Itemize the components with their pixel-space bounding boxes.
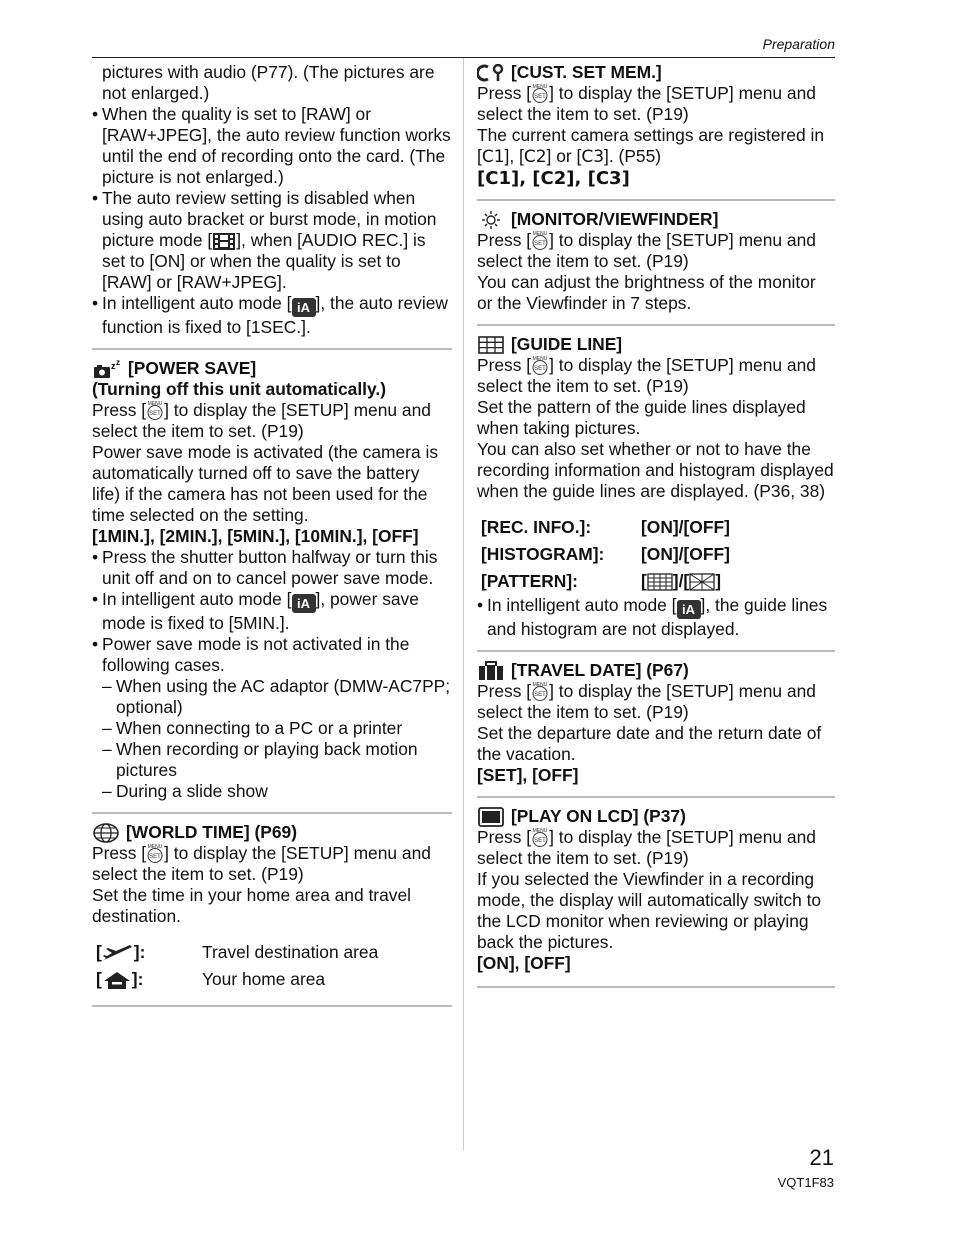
text: ] to display the [SETUP] menu and select the item to set. (P19)	[477, 83, 816, 124]
home-label: Your home area	[202, 969, 326, 990]
power-case-motion: – When recording or playing back motion pictures	[92, 739, 452, 781]
lcd-press	[477, 827, 835, 869]
bullet-raw-review: • When the quality is set to [RAW] or [RAW+JPEG], the auto review function works until the end of recording onto the card. (The picture is not enlarged.)	[92, 104, 452, 188]
text: Press [	[92, 843, 147, 863]
text: ] to display the [SETUP] menu and select the item to set. (P19)	[92, 400, 431, 441]
continued-text: pictures with audio (P77). (The pictures are not enlarged.)	[102, 62, 435, 103]
motion-picture-icon	[212, 232, 236, 251]
guide-press	[477, 355, 835, 397]
power-save-title	[92, 358, 452, 379]
title-text: [PLAY ON LCD] (P37)	[511, 806, 686, 826]
text: In intelligent auto mode [	[102, 293, 292, 313]
menu-set-button-icon	[531, 83, 549, 103]
section-divider	[92, 1005, 452, 1007]
c2-label: C2	[523, 147, 547, 167]
left-column	[92, 62, 452, 1015]
text: ] to display the [SETUP] menu and select the item to set. (P19)	[477, 827, 816, 868]
bullet-intelligent-review	[92, 293, 452, 338]
grid-pattern-icon	[647, 573, 673, 591]
table-row	[477, 568, 835, 595]
table-row	[92, 966, 452, 993]
brightness-icon	[477, 210, 505, 230]
monitor-title	[477, 209, 835, 230]
text: ], when [AUDIO REC.] is set to [ON] or when the quality is set to [RAW] or [RAW+JPEG].	[102, 230, 426, 292]
rec-info-key: [REC. INFO.]:	[481, 517, 592, 537]
pattern-key: [PATTERN]:	[481, 571, 578, 591]
page-number: 21	[809, 1145, 834, 1170]
bullet-auto-review-disabled	[92, 188, 452, 293]
guide-line-title	[477, 334, 835, 355]
text: ], power save mode is fixed to [5MIN.].	[102, 589, 419, 633]
c2-option: C2	[540, 168, 567, 189]
menu-set-button-icon	[531, 827, 549, 847]
text: ] to display the [SETUP] menu and select the item to set. (P19)	[477, 355, 816, 396]
travel-options: [SET], [OFF]	[477, 765, 579, 785]
section-divider	[92, 348, 452, 350]
text: Press [	[477, 355, 532, 375]
section-label: Preparation	[762, 36, 835, 52]
histogram-value: [ON]/[OFF]	[641, 544, 730, 564]
menu-set-button-icon	[146, 400, 164, 420]
power-case-pc: – When connecting to a PC or a printer	[92, 718, 452, 739]
text: The auto review setting is disabled when using auto bracket or burst mode, in motion picture mode [	[102, 188, 437, 250]
title-text: [MONITOR/VIEWFINDER]	[511, 209, 719, 229]
menu-set-button-icon	[531, 230, 549, 250]
cust-desc	[477, 125, 835, 168]
svg-text:z: z	[111, 360, 116, 371]
cust-press	[477, 83, 835, 125]
text: In intelligent auto mode [	[102, 589, 292, 609]
custom-set-icon	[477, 64, 505, 82]
diagonal-pattern-icon	[689, 573, 715, 591]
menu-set-button-icon	[531, 681, 549, 701]
globe-icon	[92, 823, 120, 843]
table-row	[477, 514, 835, 541]
section-divider	[477, 650, 835, 652]
power-case-slideshow: – During a slide show	[92, 781, 452, 802]
power-case-ac-adaptor: – When using the AC adaptor (DMW-AC7PP; optional)	[92, 676, 452, 718]
home-icon	[102, 970, 132, 990]
title-text: [POWER SAVE]	[128, 358, 257, 378]
text: ]. (P55)	[604, 146, 662, 166]
text: Press [	[477, 681, 532, 701]
intelligent-auto-icon: iA	[292, 298, 316, 317]
section-divider	[92, 812, 452, 814]
title-text: [GUIDE LINE]	[511, 334, 623, 354]
power-save-options: [1MIN.], [2MIN.], [5MIN.], [10MIN.], [OFF]	[92, 526, 419, 546]
svg-text:z: z	[116, 358, 120, 367]
power-save-desc: Power save mode is activated (the camera is automatically turned off to save the battery life) if the camera has not been used for the time selected on the setting.	[92, 442, 439, 525]
page-header	[92, 34, 835, 58]
power-save-icon	[92, 359, 122, 379]
world-time-options	[92, 939, 452, 993]
power-save-subtitle: (Turning off this unit automatically.)	[92, 379, 387, 399]
text: ] or [	[546, 146, 582, 166]
intelligent-auto-icon: iA	[292, 594, 316, 613]
travel-date-title	[477, 660, 835, 681]
right-column	[477, 62, 835, 996]
travel-destination-key: [ ]:	[96, 942, 146, 962]
monitor-desc: You can adjust the brightness of the monitor or the Viewfinder in 7 steps.	[477, 272, 816, 313]
guide-desc-2: You can also set whether or not to have the recording information and histogram displayed when the guide lines are displayed. (P36, 38)	[477, 439, 834, 501]
c1-option: C1	[485, 168, 511, 189]
title-text: [WORLD TIME] (P69)	[126, 822, 297, 842]
c3-option: C3	[595, 168, 622, 189]
title-text: [TRAVEL DATE] (P67)	[511, 660, 689, 680]
power-save-press	[92, 400, 452, 442]
text: The current camera settings are registered in [	[477, 125, 825, 166]
pattern-value: [ ]/[ ]	[641, 571, 722, 591]
travel-destination-label: Travel destination area	[202, 942, 379, 962]
text: ] to display the [SETUP] menu and select the item to set. (P19)	[477, 681, 816, 722]
world-time-title	[92, 822, 452, 843]
airplane-icon	[102, 944, 134, 962]
guide-bullet-intelligent	[477, 595, 835, 640]
text: Press [	[477, 827, 532, 847]
c1-label: C1	[481, 147, 505, 167]
play-on-lcd-title	[477, 806, 835, 827]
lcd-icon	[477, 807, 505, 827]
power-bullet-intelligent	[92, 589, 452, 634]
c3-label: C3	[581, 147, 605, 167]
text: ] to display the [SETUP] menu and select the item to set. (P19)	[92, 843, 431, 884]
guide-line-icon	[477, 336, 505, 354]
monitor-press	[477, 230, 835, 272]
lcd-options: [ON], [OFF]	[477, 953, 571, 973]
text: Press [	[477, 83, 532, 103]
table-row	[477, 541, 835, 568]
home-key: [ ]:	[96, 969, 144, 989]
menu-set-button-icon	[531, 355, 549, 375]
intelligent-auto-icon: iA	[677, 600, 701, 619]
column-divider	[463, 58, 464, 1150]
power-bullet-cancel: • Press the shutter button halfway or turn this unit off and on to cancel power save mode.	[92, 547, 452, 589]
text: ], the auto review function is fixed to [1SEC.].	[102, 293, 448, 337]
document-code: VQT1F83	[777, 1175, 834, 1190]
world-time-press	[92, 843, 452, 885]
text: ] to display the [SETUP] menu and select the item to set. (P19)	[477, 230, 816, 271]
suitcase-icon	[477, 661, 505, 681]
rec-info-value: [ON]/[OFF]	[641, 517, 730, 537]
travel-press	[477, 681, 835, 723]
title-text: [CUST. SET MEM.]	[511, 62, 662, 82]
text: Press [	[477, 230, 532, 250]
text: In intelligent auto mode [	[487, 595, 677, 615]
section-divider	[477, 324, 835, 326]
power-bullet-not-activated: • Power save mode is not activated in the following cases.	[92, 634, 452, 676]
guide-desc-1: Set the pattern of the guide lines displayed when taking pictures.	[477, 397, 806, 438]
text: Press [	[92, 400, 147, 420]
section-divider	[477, 986, 835, 988]
text: ], [	[504, 146, 524, 166]
travel-desc: Set the departure date and the return date of the vacation.	[477, 723, 822, 764]
text: ], the guide lines and histogram are not displayed.	[487, 595, 828, 639]
table-row	[92, 939, 452, 966]
cust-set-mem-title	[477, 62, 835, 83]
histogram-key: [HISTOGRAM]:	[481, 544, 605, 564]
section-divider	[477, 199, 835, 201]
lcd-desc: If you selected the Viewfinder in a recording mode, the display will automatically switch to the LCD monitor when reviewing or playing back the pictures.	[477, 869, 822, 952]
section-divider	[477, 796, 835, 798]
world-time-desc: Set the time in your home area and travel destination.	[92, 885, 412, 926]
guide-options	[477, 514, 835, 595]
cust-options: [C1], [C2], [C3]	[477, 168, 630, 189]
menu-set-button-icon	[146, 843, 164, 863]
